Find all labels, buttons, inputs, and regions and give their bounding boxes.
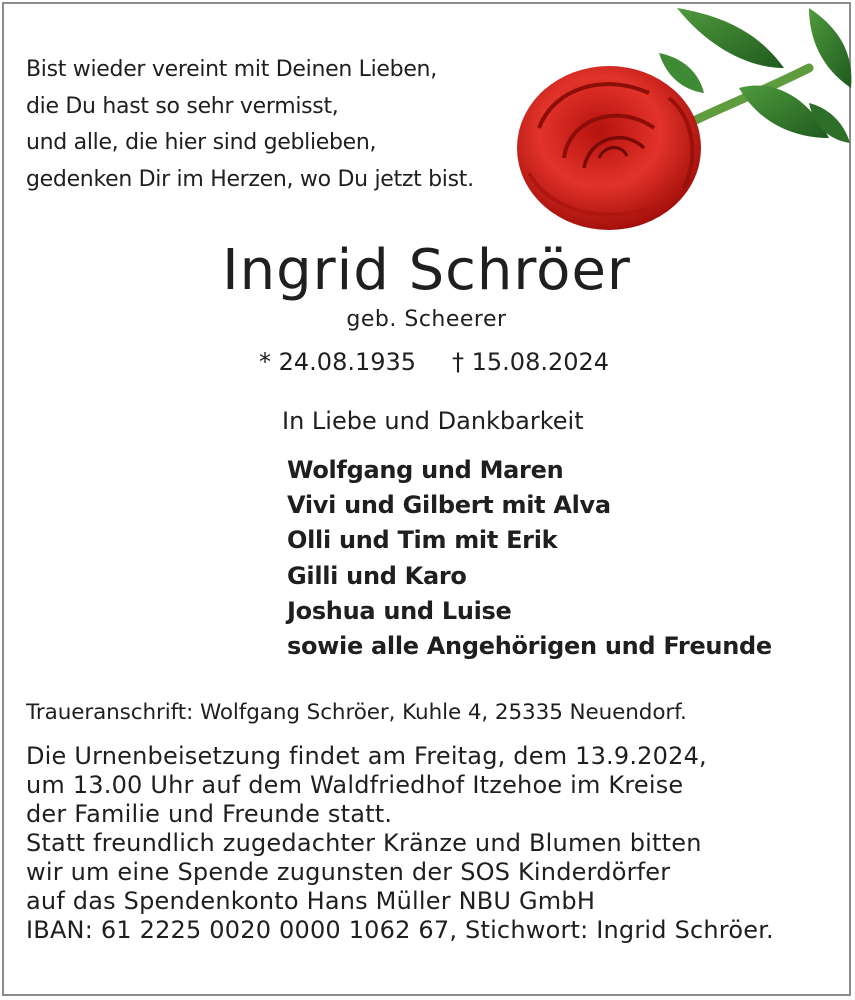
mourner-line: Olli und Tim mit Erik (287, 526, 558, 555)
deceased-name: Ingrid Schröer (222, 238, 631, 303)
rose-image (509, 8, 855, 234)
notice-line: wir um eine Spende zugunsten der SOS Kinderdörfer (26, 858, 671, 886)
birth-date: * 24.08.1935 (259, 348, 417, 376)
notice-line: der Familie und Freunde statt. (26, 800, 393, 828)
poem (26, 52, 474, 198)
poem-line: und alle, die hier sind geblieben, (26, 130, 377, 155)
mourner-line: Wolfgang und Maren (287, 456, 564, 484)
mourner-line: Vivi und Gilbert mit Alva (287, 491, 611, 520)
mourning-address: Traueranschrift: Wolfgang Schröer, Kuhle 4, 25335 Neuendorf. (26, 700, 687, 725)
notice-line: Statt freundlich zugedachter Kränze und Blumen bitten (26, 829, 702, 857)
notice-line: auf das Spendenkonto Hans Müller NBU GmbH (26, 887, 596, 915)
notice-line: Die Urnenbeisetzung findet am Freitag, dem 13.9.2024, (26, 742, 707, 770)
poem-line: Bist wieder vereint mit Deinen Lieben, (26, 57, 437, 82)
funeral-notice (26, 742, 774, 945)
poem-line: die Du hast so sehr vermisst, (26, 93, 339, 119)
maiden-name: geb. Scheerer (346, 307, 507, 332)
dedication: In Liebe und Dankbarkeit (282, 407, 584, 435)
mourners-list (287, 453, 772, 664)
notice-line: um 13.00 Uhr auf dem Waldfriedhof Itzehoe im Kreise (26, 771, 684, 799)
death-date: † 15.08.2024 (452, 348, 610, 376)
mourner-line: Gilli und Karo (287, 561, 467, 590)
mourner-line: sowie alle Angehörigen und Freunde (287, 631, 772, 660)
obituary-frame (2, 2, 851, 996)
mourner-line: Joshua und Luise (287, 596, 512, 625)
notice-line: IBAN: 61 2225 0020 0000 1062 67, Stichwort: Ingrid Schröer. (26, 916, 774, 944)
poem-line: gedenken Dir im Herzen, wo Du jetzt bist. (26, 166, 474, 192)
